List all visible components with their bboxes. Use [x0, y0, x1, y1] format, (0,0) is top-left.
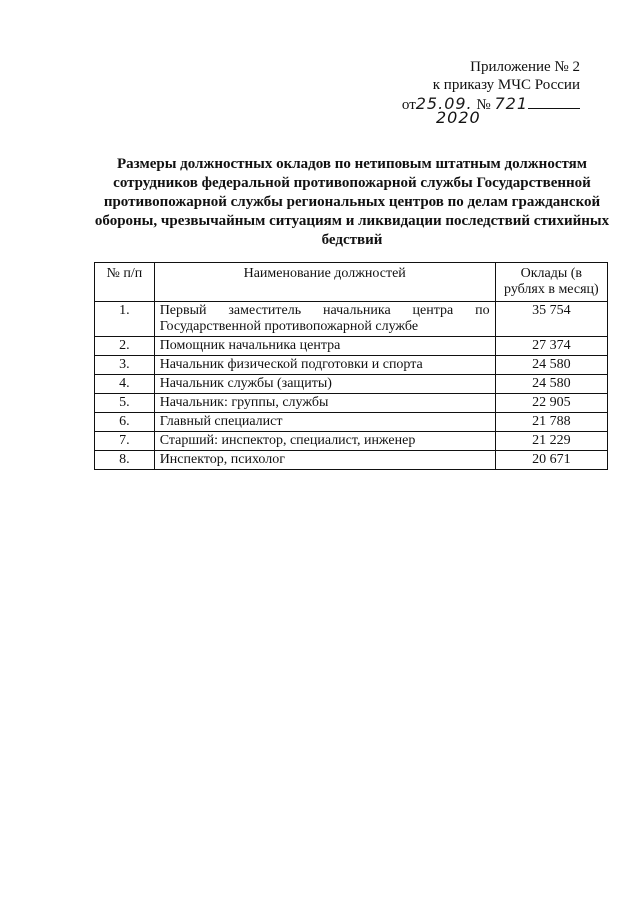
word: заместитель — [228, 303, 302, 318]
row-salary: 35 754 — [495, 302, 607, 337]
word: начальника — [322, 303, 391, 318]
header-number: № п/п — [95, 263, 155, 302]
row-salary: 27 374 — [495, 337, 607, 356]
word: по — [475, 303, 490, 318]
row-position-line2: Государственной противопожарной службе — [159, 319, 419, 334]
row-number: 4. — [95, 375, 155, 394]
number-underline — [528, 94, 580, 109]
row-position-line1 — [160, 303, 490, 319]
order-reference: к приказу МЧС России — [432, 77, 580, 93]
row-number: 6. — [95, 413, 155, 432]
row-number: 3. — [95, 356, 155, 375]
document-title: Размеры должностных окладов по нетиповым штатным должностям сотрудников федеральной противопожарной службы Государственной противопожарной службы региональных центров по делам гражданской обороны, чрезвычайным ситуациям и ликвидации последствий стихийных бедствий — [94, 156, 610, 248]
row-number: 1. — [95, 302, 155, 337]
row-position: Главный специалист — [154, 413, 495, 432]
row-number: 7. — [95, 432, 155, 451]
row-position: Начальник физической подготовки и спорта — [154, 356, 495, 375]
date-prefix: от — [401, 97, 416, 113]
word: Первый — [159, 303, 207, 318]
header-salary: Оклады (в рублях в месяц) — [495, 263, 607, 302]
salary-table — [94, 262, 608, 470]
handwritten-year: 2020 — [436, 108, 481, 127]
table-row — [95, 451, 608, 470]
table-row — [95, 432, 608, 451]
row-salary: 24 580 — [495, 375, 607, 394]
number-label: № — [476, 97, 491, 113]
row-position: Начальник службы (защиты) — [154, 375, 495, 394]
table-row — [95, 413, 608, 432]
row-salary: 20 671 — [495, 451, 607, 470]
handwritten-date: 25.09. — [415, 94, 473, 113]
appendix-label: Приложение № 2 — [470, 59, 580, 75]
row-number: 8. — [95, 451, 155, 470]
row-salary: 21 788 — [495, 413, 607, 432]
table-row — [95, 337, 608, 356]
table-row — [95, 356, 608, 375]
row-salary: 22 905 — [495, 394, 607, 413]
word: центра — [412, 303, 454, 318]
row-position: Начальник: группы, службы — [154, 394, 495, 413]
row-position: Инспектор, психолог — [154, 451, 495, 470]
row-number: 5. — [95, 394, 155, 413]
table-row — [95, 394, 608, 413]
row-salary: 21 229 — [495, 432, 607, 451]
row-number: 2. — [95, 337, 155, 356]
header-position: Наименование должностей — [154, 263, 495, 302]
row-position: Старший: инспектор, специалист, инженер — [154, 432, 495, 451]
row-position: Помощник начальника центра — [154, 337, 495, 356]
table-header-row — [95, 263, 608, 302]
handwritten-number: 721 — [494, 94, 528, 113]
row-position — [154, 302, 495, 337]
row-salary: 24 580 — [495, 356, 607, 375]
table-row — [95, 375, 608, 394]
table-row — [95, 302, 608, 337]
